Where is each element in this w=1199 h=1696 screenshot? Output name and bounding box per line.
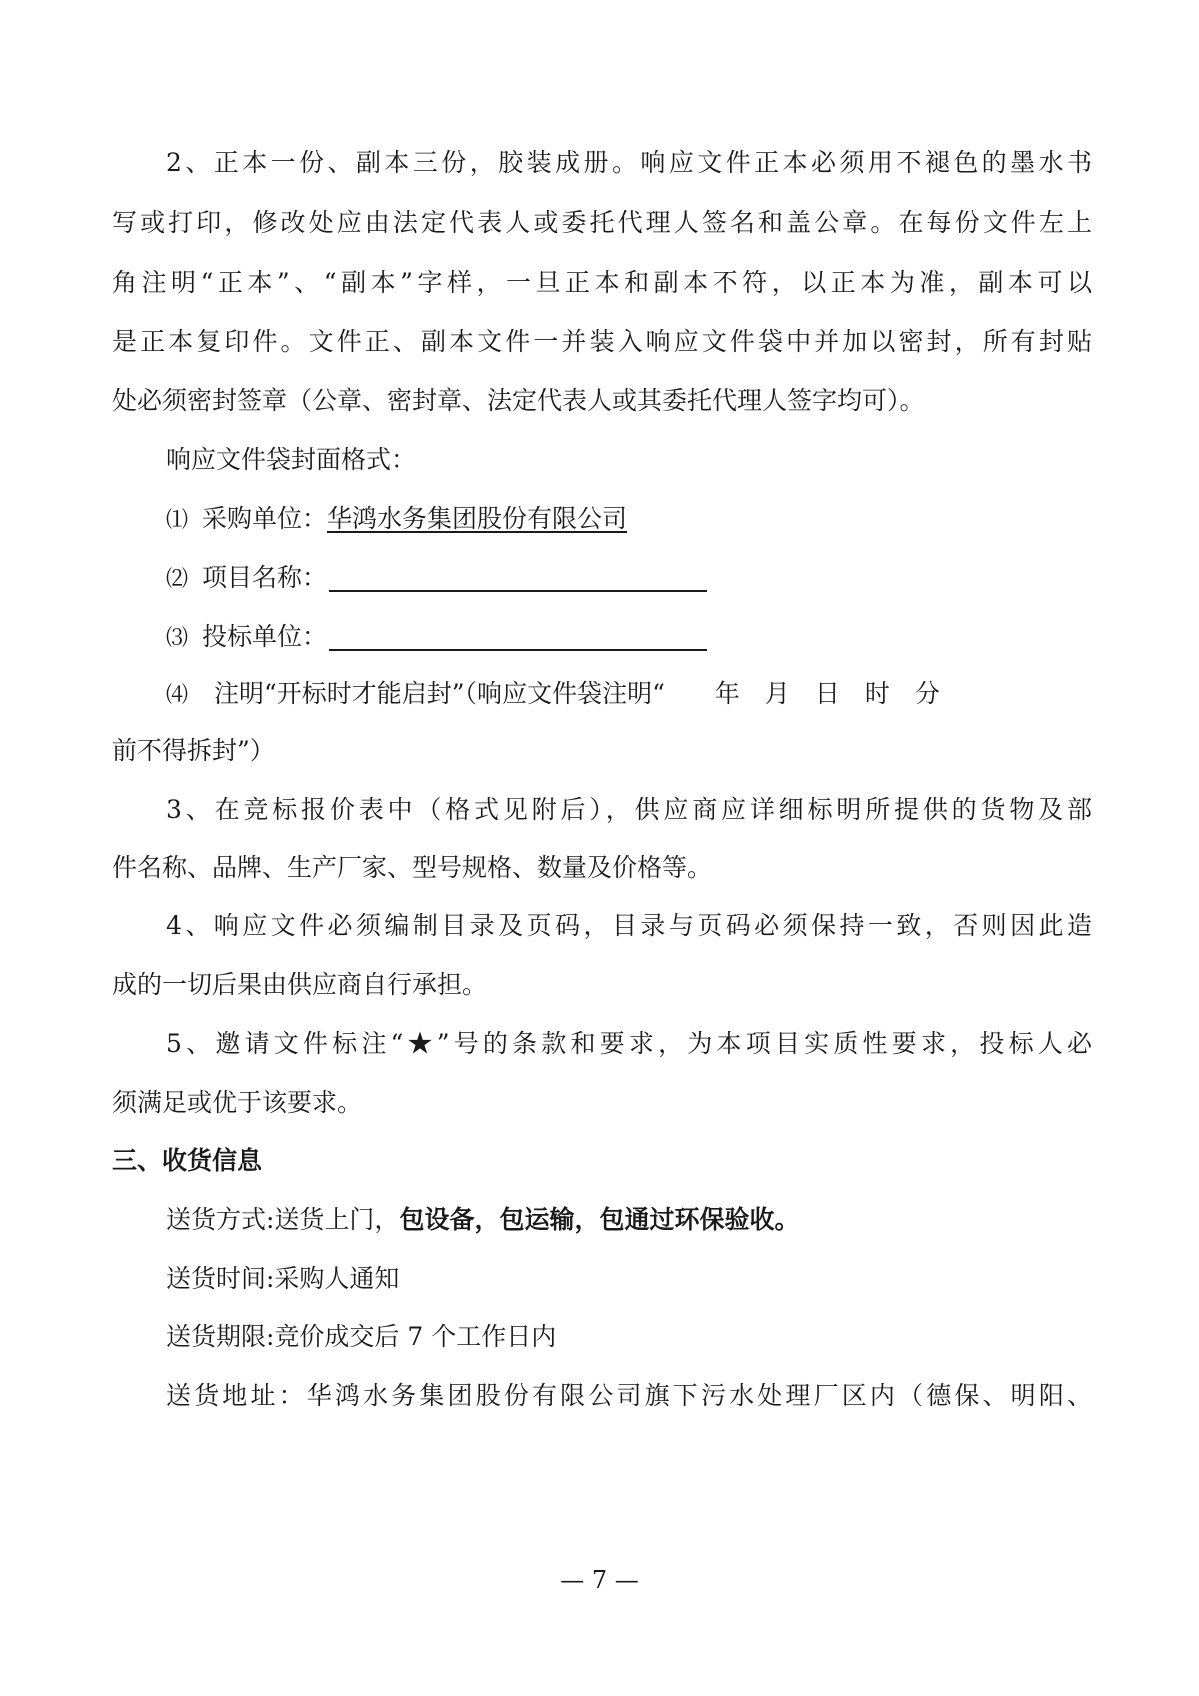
delivery-method-terms: 包设备，包运输，包通过环保验收。 — [399, 1205, 800, 1234]
item-label: 采购单位： — [202, 504, 328, 533]
paragraph-5-line-1: 5、邀请文件标注“★”号的条款和要求，为本项目实质性要求，投标人必 — [166, 1029, 1092, 1058]
item-number: ⑷ — [166, 683, 189, 708]
envelope-item-2 — [166, 561, 1092, 597]
bidder-blank-line — [329, 649, 707, 651]
paragraph-4-line-2: 成的一切后果由供应商自行承担。 — [112, 970, 488, 999]
item-number: ⑴ — [166, 508, 189, 533]
delivery-method — [166, 1203, 1092, 1237]
envelope-item-4-continuation: 前不得拆封”） — [112, 736, 275, 765]
delivery-method-label: 送货方式:送货上门， — [166, 1205, 400, 1234]
paragraph-2-line-1: 2、正本一份、副本三份，胶装成册。响应文件正本必须用不褪色的墨水书 — [166, 148, 1092, 177]
delivery-address: 送货地址：华鸿水务集团股份有限公司旗下污水处理厂区内（德保、明阳、 — [166, 1381, 1092, 1410]
envelope-format-heading: 响应文件袋封面格式： — [166, 445, 417, 474]
paragraph-5-line-2: 须满足或优于该要求。 — [112, 1088, 363, 1117]
item-number: ⑵ — [166, 567, 189, 592]
item-number: ⑶ — [166, 626, 189, 651]
section-3-heading: 三、收货信息 — [112, 1146, 263, 1175]
paragraph-4-line-1: 4、响应文件必须编制目录及页码，目录与页码必须保持一致，否则因此造 — [166, 911, 1092, 940]
paragraph-3-line-1: 3、在竞标报价表中（格式见附后），供应商应详细标明所提供的货物及部 — [166, 795, 1092, 824]
delivery-period: 送货期限:竞价成交后 7 个工作日内 — [166, 1322, 557, 1351]
delivery-time: 送货时间:采购人通知 — [166, 1264, 400, 1293]
paragraph-2-line-4: 是正本复印件。文件正、副本文件一并装入响应文件袋中并加以密封，所有封贴 — [112, 327, 1092, 356]
envelope-item-4 — [166, 677, 1092, 713]
paragraph-2-line-2: 写或打印，修改处应由法定代表人或委托代理人签名和盖公章。在每份文件左上 — [112, 208, 1092, 237]
envelope-item-3 — [166, 620, 1092, 656]
item-label: 注明“开标时才能启封”（响应文件袋注明“ 年 月 日 时 分 — [214, 679, 940, 708]
page-number: — 7 — — [560, 1566, 639, 1594]
item-label: 项目名称： — [202, 563, 328, 592]
purchaser-name: 华鸿水务集团股份有限公司 — [327, 504, 628, 533]
paragraph-2-line-3: 角注明“正本”、“副本”字样，一旦正本和副本不符，以正本为准，副本可以 — [112, 268, 1092, 297]
paragraph-3-line-2: 件名称、品牌、生产厂家、型号规格、数量及价格等。 — [112, 853, 713, 882]
envelope-item-1 — [166, 502, 1092, 538]
item-label: 投标单位： — [202, 622, 328, 651]
project-name-blank-line — [329, 590, 707, 592]
paragraph-2-line-5: 处必须密封签章（公章、密封章、法定代表人或其委托代理人签字均可）。 — [112, 386, 925, 415]
